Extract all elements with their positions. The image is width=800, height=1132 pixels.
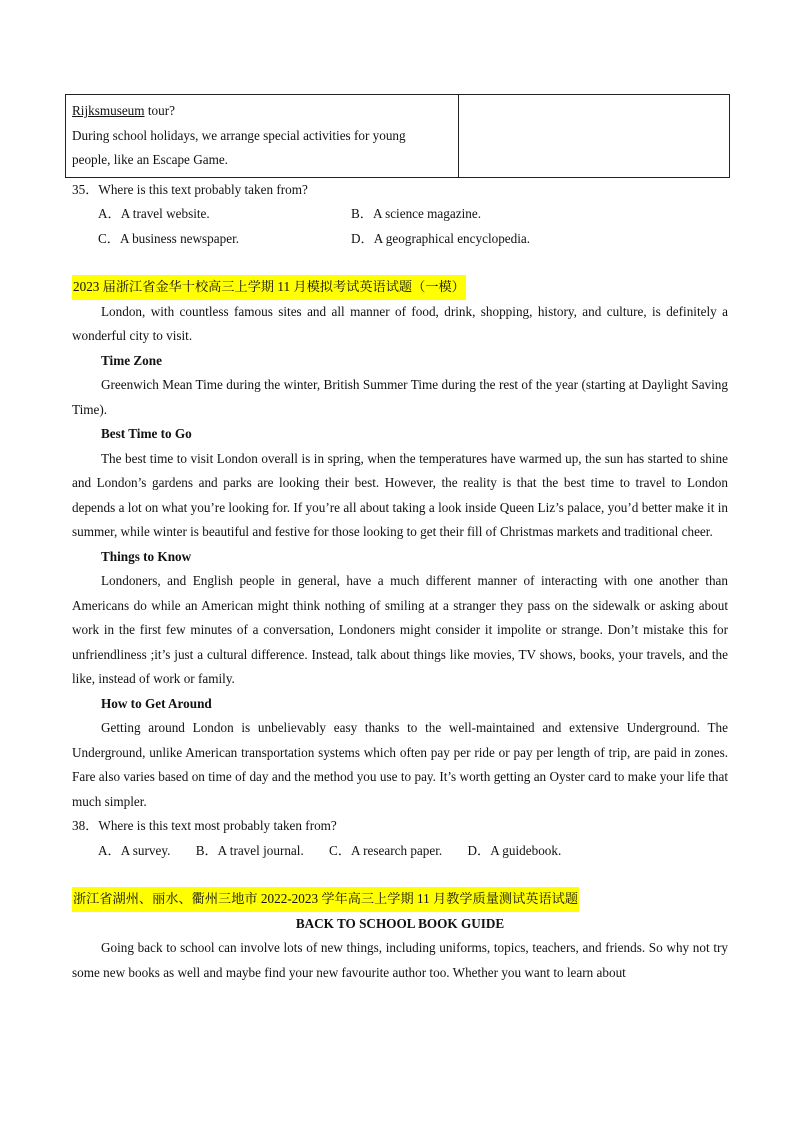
heading-best-time: Best Time to Go (101, 426, 192, 441)
table-cell-right (459, 95, 730, 178)
q38-options (72, 839, 728, 864)
q38-option-d: D．A guidebook. (467, 842, 562, 858)
paragraph-get-around: Getting around London is unbelievably easy thanks to the well-maintained and extensive Underground. The Underground, unlike American transportation systems which often pay per ride or pay per length of trip, are paid in zones. Fare also varies based on time of day and the method you use to pay. It’s worth getting an Oyster card to make your life that much simpler. (72, 720, 728, 809)
document-page (72, 94, 728, 985)
paragraph-things-to-know: Londoners, and English people in general, have a much different manner of interacting with one another than Americans do while an American might think nothing of smiling at a stranger they pass on the sidewalk or asking about work in the first few minutes of a conversation, Londoners might consider it impolite or strange. Don’t mistake this for unfriendliness ;it’s just a cultural difference. Instead, talk about things like movies, TV shows, books, your travels, and the like, instead of work or family. (72, 573, 728, 686)
q35-options-row-1 (72, 202, 728, 227)
intro-paragraph: London, with countless famous sites and all manner of food, drink, shopping, history, and culture, is definitely a wonderful city to visit. (72, 303, 728, 343)
table-text-line-2: people, like an Escape Game. (72, 152, 228, 167)
question-35: 35．Where is this text probably taken from? (72, 181, 308, 197)
source-label-2: 浙江省湖州、丽水、衢州三地市 2022-2023 学年高三上学期 11 月教学质量测试英语试题 (72, 887, 579, 912)
q35-options-row-2 (72, 227, 728, 252)
q38-option-a: A．A survey. (98, 842, 171, 858)
question-38: 38．Where is this text most probably taken from? (72, 818, 337, 833)
info-table (65, 94, 730, 178)
table-text-line-1: During school holidays, we arrange special activities for young (72, 127, 406, 143)
table-cell-left (66, 95, 459, 178)
heading-get-around: How to Get Around (101, 695, 212, 711)
book-guide-paragraph: Going back to school can involve lots of new things, including uniforms, topics, teachers, and friends. So why not try some new books as well and maybe find your new favourite author too. Whether you want to learn about (72, 940, 728, 980)
paragraph-best-time: The best time to visit London overall is in spring, when the temperatures have warmed up, the sun has started to shine and London’s gardens and parks are looking their best. However, the reality is that the best time to travel to London depends a lot on what you’re looking for. If you’re all about taking a look inside Queen Liz’s palace, you’d better make it in summer, while winter is beautiful and festive for those looking to get their fill of Christmas markets and traditional cheer. (72, 450, 728, 539)
heading-time-zone: Time Zone (101, 352, 162, 368)
heading-things-to-know: Things to Know (101, 548, 192, 564)
rijksmuseum-link[interactable]: Rijksmuseum (72, 103, 145, 118)
q35-option-c: C．A business newspaper. (98, 230, 240, 246)
book-guide-title: BACK TO SCHOOL BOOK GUIDE (295, 915, 505, 931)
source-label-1: 2023 届浙江省金华十校高三上学期 11 月模拟考试英语试题（一模） (72, 275, 466, 300)
q35-option-b: B．A science magazine. (351, 206, 481, 221)
q38-option-c: C．A research paper. (329, 842, 443, 858)
q35-option-d: D．A geographical encyclopedia. (351, 230, 531, 246)
spacer-2 (72, 863, 728, 887)
paragraph-time-zone: Greenwich Mean Time during the winter, British Summer Time during the rest of the year (starting at Daylight Saving Time). (72, 377, 728, 417)
q38-option-b: B．A travel journal. (195, 842, 304, 858)
q35-option-a: A．A travel website. (98, 206, 210, 221)
link-suffix: tour? (144, 103, 175, 118)
spacer (72, 251, 728, 275)
